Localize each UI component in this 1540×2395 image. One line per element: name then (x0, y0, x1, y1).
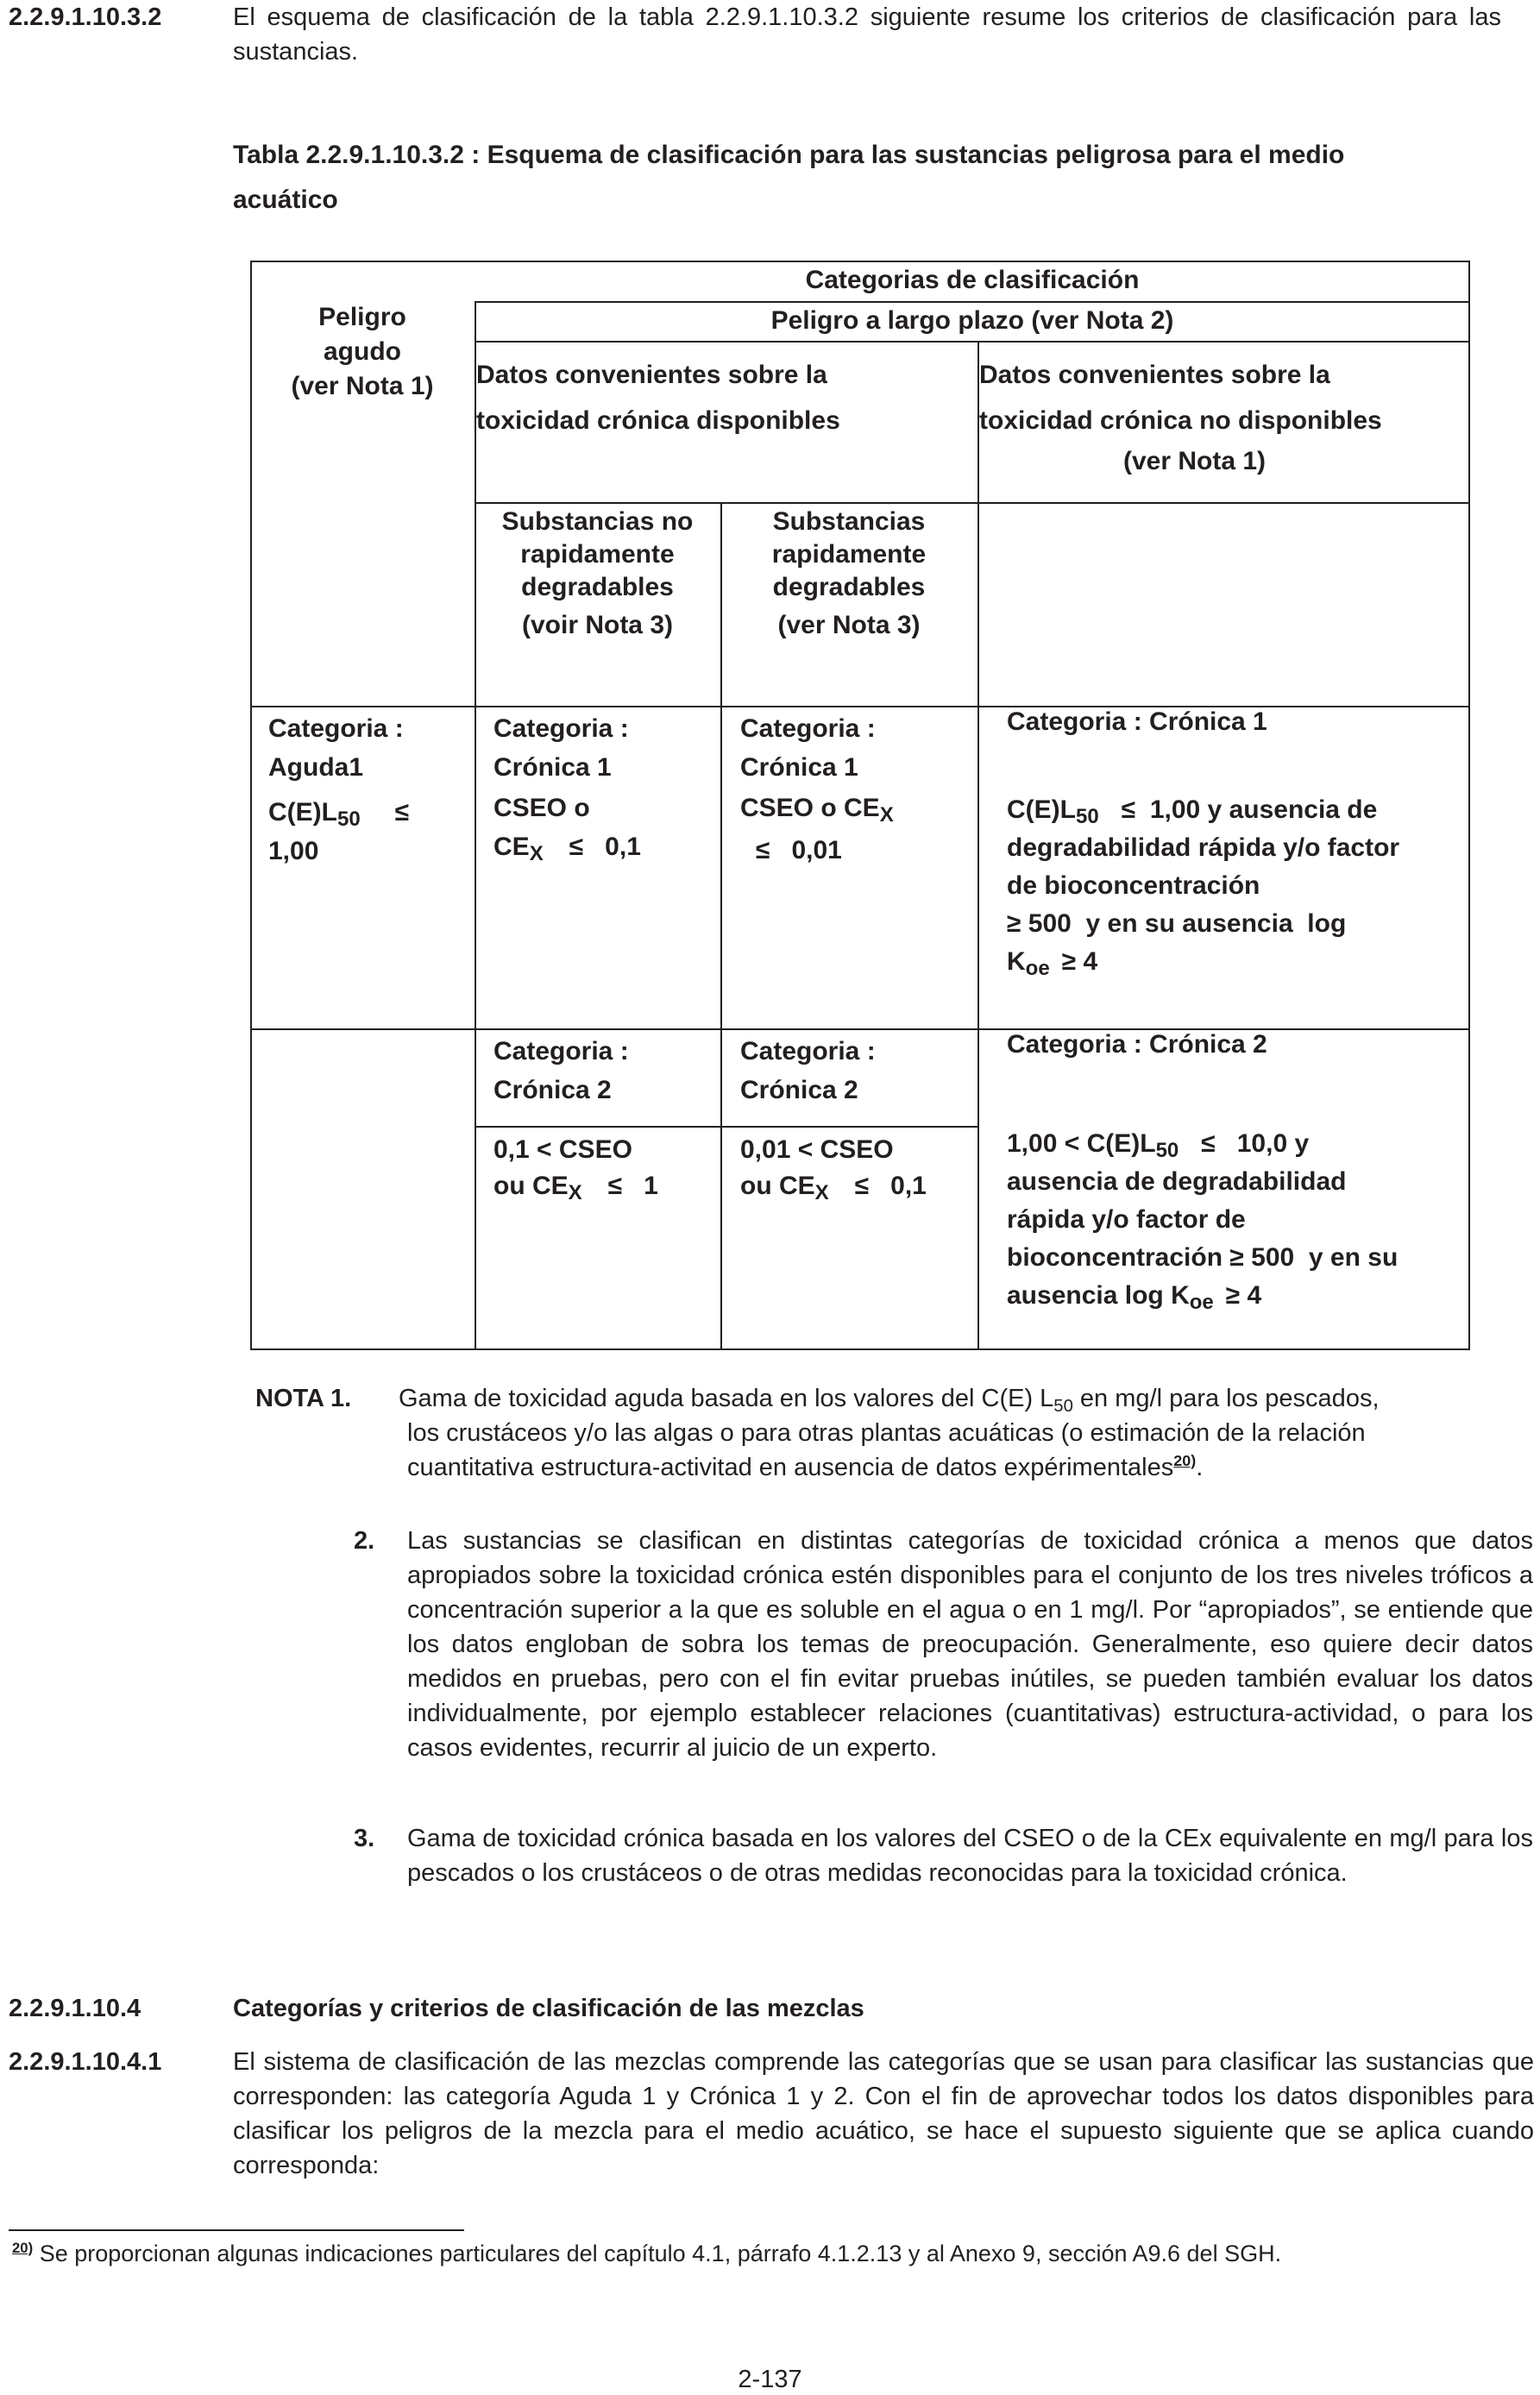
cell-line: degradabilidad rápida y/o factor (1007, 833, 1400, 862)
cell-line: Categoria : (493, 1037, 629, 1065)
row2-na-criterion (1007, 1125, 1398, 1315)
cell-subscript: oe (1189, 1291, 1214, 1314)
cell-text: C(E)L (268, 798, 337, 827)
cell-text: ≥ 4 (1225, 1281, 1262, 1310)
note-1-text (399, 1381, 1520, 1485)
cell-text: ≤ 10,0 y (1201, 1129, 1310, 1158)
table-rule (475, 341, 1470, 343)
cell-subscript: 50 (1155, 1139, 1179, 1162)
cell-subscript: X (814, 1181, 829, 1204)
cell-line: 0,01 < CSEO (740, 1135, 894, 1164)
table-rule (250, 706, 1470, 707)
header-line: Datos convenientes sobre la (476, 361, 827, 389)
header-line: degradables (521, 573, 674, 601)
header-line: rapidamente (771, 540, 927, 569)
header-categories: Categorias de clasificación (805, 266, 1140, 294)
row1-acute-criterion (268, 793, 409, 871)
cell-line: Crónica 2 (740, 1076, 858, 1104)
note-subscript: 50 (1053, 1397, 1073, 1417)
note-3-text: Gama de toxicidad crónica basada en los valores del CSEO o de la CEx equivalente en mg/l para los pescados o los crustáceos o de otras medidas reconocidas para la toxicidad crónica. (407, 1825, 1533, 1887)
page-number: 2-137 (738, 2366, 802, 2393)
section-text: El sistema de clasificación de las mezclas comprende las categorías que se usan para clasificar las sustancias que corresponden: las categoría Aguda 1 y Crónica 1 y 2. Con el fin de aprovechar todos los datos disponibles para clasificar los peligros de la mezcla para el medio acuático, se hace el supuesto siguiente que se aplica cuando corresponda: (233, 2048, 1534, 2179)
header-chronic-not-available (979, 352, 1470, 480)
table-rule (475, 1126, 977, 1128)
cell-subscript: X (568, 1181, 582, 1204)
header-not-rapid (475, 506, 720, 642)
cell-text: CSEO o CE (740, 794, 880, 822)
row2-rapid-category (740, 1032, 876, 1109)
section-heading: Categorías y criterios de clasificación de las mezclas (233, 1995, 864, 2022)
header-line: Substancias (772, 507, 926, 536)
table-title-line: acuático (233, 185, 338, 214)
cell-line: Crónica 1 (493, 753, 612, 782)
cell-text: K (1007, 947, 1026, 976)
footnote-text: Se proporcionan algunas indicaciones particulares del capítulo 4.1, párrafo 4.1.2.13 y al Anexo 9, sección A9.6 del SGH. (33, 2241, 1282, 2266)
cell-line: ≥ 500 y en su ausencia log (1007, 909, 1347, 938)
table-rule (475, 301, 476, 1350)
section-text: El esquema de clasificación de la tabla 2.2.9.1.10.3.2 siguiente resume los criterios de clasificación para las sustancias. (233, 3, 1501, 66)
header-line: (ver Nota 1) (1123, 447, 1267, 475)
cell-line: Aguda1 (268, 753, 364, 782)
cell-subscript: X (879, 803, 894, 827)
row2-not-rapid-criterion (493, 1132, 658, 1204)
note-line: los crustáceos y/o las algas o para otras plantas acuáticas (o estimación de la relación (407, 1419, 1366, 1447)
table-rule (250, 1028, 1470, 1030)
section-number: 2.2.9.1.10.3.2 (9, 3, 162, 31)
note-3-label: 3. (354, 1825, 375, 1852)
cell-text: ≤ 0,1 (569, 833, 641, 861)
table-rule (250, 261, 252, 1350)
table-rule (475, 502, 1470, 504)
note-1-label: NOTA 1. (255, 1385, 352, 1412)
cell-line: Categoria : (493, 714, 629, 743)
header-acute-line: (ver Nota 1) (291, 372, 434, 400)
note-text: . (1196, 1454, 1204, 1481)
cell-subscript: X (529, 842, 544, 865)
row1-not-rapid-category (493, 709, 629, 787)
cell-text: ausencia log K (1007, 1281, 1190, 1310)
cell-line: Categoria : (740, 1037, 876, 1065)
cell-text: ≤ 0,1 (854, 1172, 927, 1200)
row1-na-category: Categoria : Crónica 1 (1007, 707, 1267, 736)
header-line: Datos convenientes sobre la (979, 361, 1330, 389)
note-text: en mg/l para los pescados, (1072, 1385, 1380, 1412)
cell-line: bioconcentración ≥ 500 y en su (1007, 1243, 1399, 1272)
note-text: cuantitativa estructura-activitad en ausencia de datos expérimentales (407, 1454, 1174, 1481)
section-number: 2.2.9.1.10.4 (9, 1995, 141, 2022)
header-line: toxicidad crónica disponibles (476, 406, 840, 435)
table-rule (250, 1348, 1470, 1350)
header-long-term: Peligro a largo plazo (ver Nota 2) (770, 306, 1174, 335)
cell-text: CE (493, 833, 530, 861)
header-line: (voir Nota 3) (521, 611, 674, 639)
cell-text: ou CE (740, 1172, 815, 1200)
table-rule (977, 341, 979, 1350)
cell-line: Crónica 2 (493, 1076, 612, 1104)
row1-rapid-category (740, 709, 876, 787)
footnote (12, 2241, 1531, 2267)
row2-na-category: Categoria : Crónica 2 (1007, 1030, 1267, 1059)
header-acute (250, 300, 475, 404)
header-line: (ver Nota 3) (777, 611, 921, 639)
cell-text: ≥ 4 (1061, 947, 1098, 976)
cell-line: Categoria : (268, 714, 404, 743)
row1-na-criterion (1007, 791, 1399, 981)
section-number: 2.2.9.1.10.4.1 (9, 2048, 162, 2076)
note-text: Gama de toxicidad aguda basada en los valores del C(E) L (399, 1385, 1054, 1412)
header-rapid (720, 506, 977, 642)
note-2-label: 2. (354, 1527, 375, 1555)
row1-not-rapid-criterion (493, 789, 641, 866)
header-line: degradables (772, 573, 926, 601)
cell-text: ≤ (394, 798, 410, 827)
cell-text: ≤ 1,00 y ausencia de (1121, 795, 1378, 824)
row1-acute-category (268, 709, 404, 787)
row1-rapid-criterion (740, 789, 894, 870)
header-line: Substancias no (501, 507, 694, 536)
cell-text: ≤ 1 (607, 1172, 658, 1200)
header-acute-line: Peligro (318, 303, 406, 331)
footnote-separator (9, 2229, 464, 2231)
cell-line: rápida y/o factor de (1007, 1205, 1246, 1234)
header-line: toxicidad crónica no disponibles (979, 406, 1382, 435)
header-line: rapidamente (520, 540, 675, 569)
table-title-line: Tabla 2.2.9.1.10.3.2 : Esquema de clasificación para las sustancias peligrosa para el medio (233, 141, 1345, 169)
cell-text: C(E)L (1007, 795, 1076, 824)
cell-line: ausencia de degradabilidad (1007, 1167, 1347, 1196)
cell-line: Categoria : (740, 714, 876, 743)
cell-line: de bioconcentración (1007, 871, 1260, 900)
cell-line: Crónica 1 (740, 753, 858, 782)
note-2-text: Las sustancias se clasifican en distintas categorías de toxicidad crónica a menos que datos apropiados sobre la toxicidad crónica estén disponibles para el conjunto de los tres niveles tróficos a concentración superior a la que es soluble en el agua o en 1 mg/l. Por “apropiados”, se entiende que los datos engloban de sobra los temas de preocupación. Generalmente, eso quiere decir datos medidos en pruebas, pero con el fin evitar pruebas inútiles, se pueden también evaluar los datos individualmente, por ejemplo establecer relaciones (cuantitativas) estructura-actividad, o para los casos evidentes, recurrir al juicio de un experto. (407, 1527, 1533, 1762)
cell-line: 1,00 (268, 837, 319, 865)
cell-subscript: 50 (336, 808, 361, 831)
row2-not-rapid-category (493, 1032, 629, 1109)
cell-line: ≤ 0,01 (756, 836, 842, 864)
cell-line: CSEO o (493, 794, 590, 822)
cell-line: 0,1 < CSEO (493, 1135, 632, 1164)
footnote-reference[interactable]: 20) (1173, 1452, 1197, 1470)
row2-rapid-criterion (740, 1132, 927, 1204)
cell-text: 1,00 < C(E)L (1007, 1129, 1156, 1158)
cell-subscript: oe (1025, 957, 1050, 980)
table-title (233, 133, 1510, 223)
cell-text: ou CE (493, 1172, 569, 1200)
header-chronic-available (476, 352, 968, 443)
classification-table (250, 261, 1470, 1350)
header-acute-line: agudo (324, 337, 401, 366)
cell-subscript: 50 (1075, 805, 1099, 828)
footnote-marker: 20) (12, 2239, 34, 2256)
